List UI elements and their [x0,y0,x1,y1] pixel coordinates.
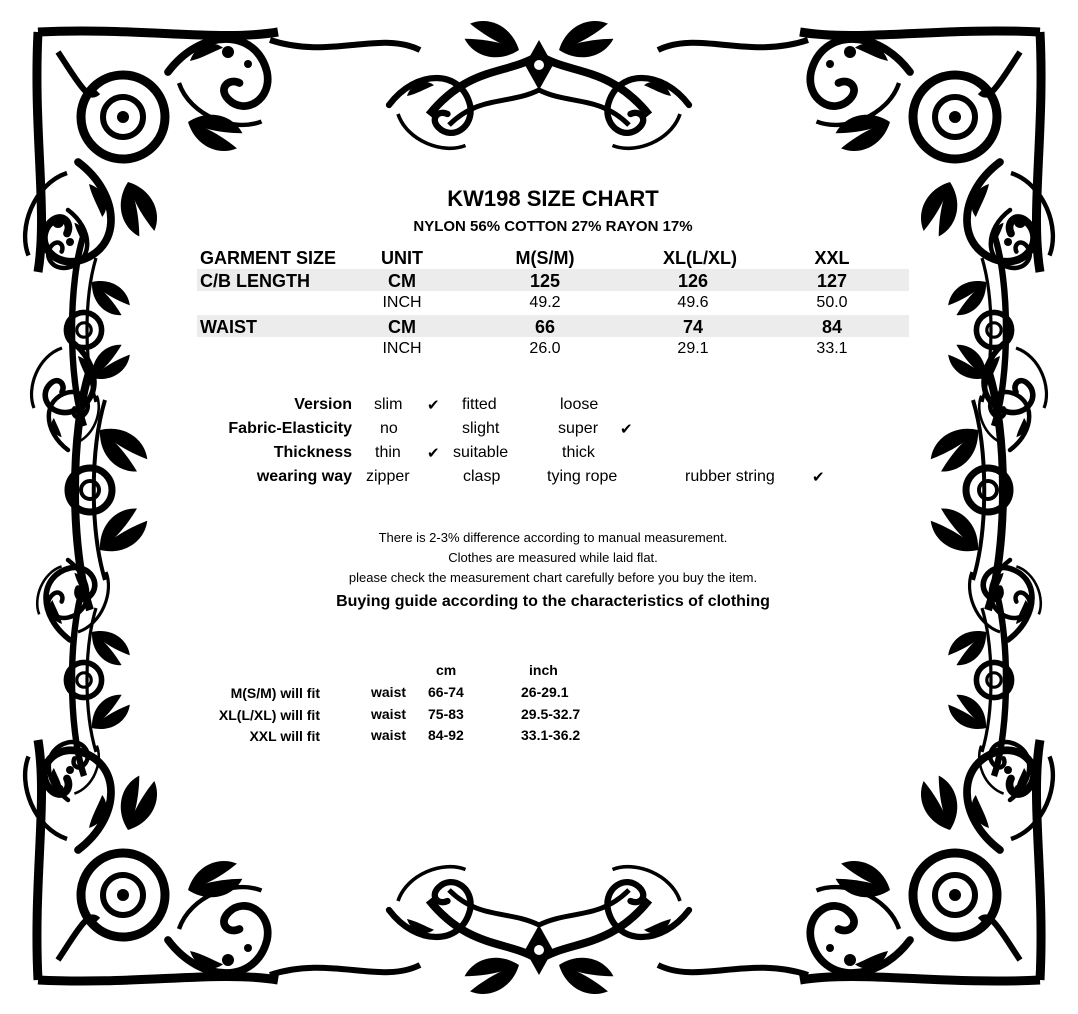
column-header-garment-size: GARMENT SIZE [200,248,337,268]
table-cell: 127 [816,271,848,291]
table-cell: 50.0 [816,294,848,311]
guide-row-inch: 26-29.1 [521,684,569,700]
column-header-size-xl: XL(L/XL) [663,248,737,268]
guide-row-label: XXL will fit [249,728,320,744]
buying-guide-title: Buying guide according to the characteristics of clothing [336,593,770,610]
guide-row-part: waist [371,727,407,743]
guide-row-label: XL(L/XL) will fit [218,707,320,723]
guide-row-cm: 66-74 [428,684,464,700]
option-super: super [558,420,599,437]
column-header-size-m: M(S/M) [515,248,575,268]
row-label: C/B LENGTH [200,271,310,291]
table-cell: 49.2 [529,294,561,311]
option-tying-rope: tying rope [547,468,618,485]
table-cell: 49.6 [677,294,709,311]
table-cell: 125 [529,271,561,291]
fabric-composition: NYLON 56% COTTON 27% RAYON 17% [413,218,693,235]
guide-row-cm: 75-83 [428,706,464,722]
option-no: no [380,420,398,437]
check-mark-icon: ✔ [620,421,633,438]
guide-row-inch: 29.5-32.7 [521,706,581,722]
option-loose: loose [560,396,599,413]
check-mark-icon: ✔ [812,469,825,486]
table-cell-unit: CM [388,271,416,291]
option-thick: thick [562,444,595,461]
note-laid-flat: Clothes are measured while laid flat. [448,550,658,565]
table-cell-unit: CM [388,317,416,337]
guide-row-inch: 33.1-36.2 [521,727,581,743]
table-cell: 29.1 [677,340,709,357]
option-rubber-string: rubber string [685,468,775,485]
check-mark-icon: ✔ [427,397,440,414]
table-cell: 126 [677,271,709,291]
option-suitable: suitable [453,444,509,461]
option-clasp: clasp [463,468,501,485]
option-slim: slim [374,396,403,413]
table-cell-unit: INCH [382,340,422,357]
table-cell: 26.0 [529,340,561,357]
option-slight: slight [462,420,500,437]
table-cell: 66 [534,317,556,337]
table-cell: 84 [821,317,843,337]
column-header-unit: UNIT [381,248,423,268]
option-thin: thin [375,444,401,461]
column-header-size-xxl: XXL [814,248,850,268]
table-cell-unit: INCH [382,294,422,311]
row-label: WAIST [200,317,257,337]
guide-header-inch: inch [529,662,558,678]
attribute-label-wearing-way: wearing way [256,468,352,485]
guide-row-part: waist [371,706,407,722]
guide-row-cm: 84-92 [428,727,464,743]
attribute-label-thickness: Thickness [273,444,352,461]
attribute-label-version: Version [294,396,352,413]
note-check-chart: please check the measurement chart carefully before you buy the item. [348,570,758,585]
attribute-label-elasticity: Fabric-Elasticity [228,420,352,437]
option-zipper: zipper [366,468,410,485]
guide-row-label: M(S/M) will fit [230,685,320,701]
guide-row-part: waist [371,684,407,700]
guide-header-cm: cm [436,662,457,678]
check-mark-icon: ✔ [427,445,440,462]
table-cell: 33.1 [816,340,848,357]
table-cell: 74 [682,317,704,337]
note-measurement-difference: There is 2-3% difference according to manual measurement. [378,530,728,545]
chart-title: KW198 SIZE CHART [447,186,659,211]
option-fitted: fitted [462,396,497,413]
